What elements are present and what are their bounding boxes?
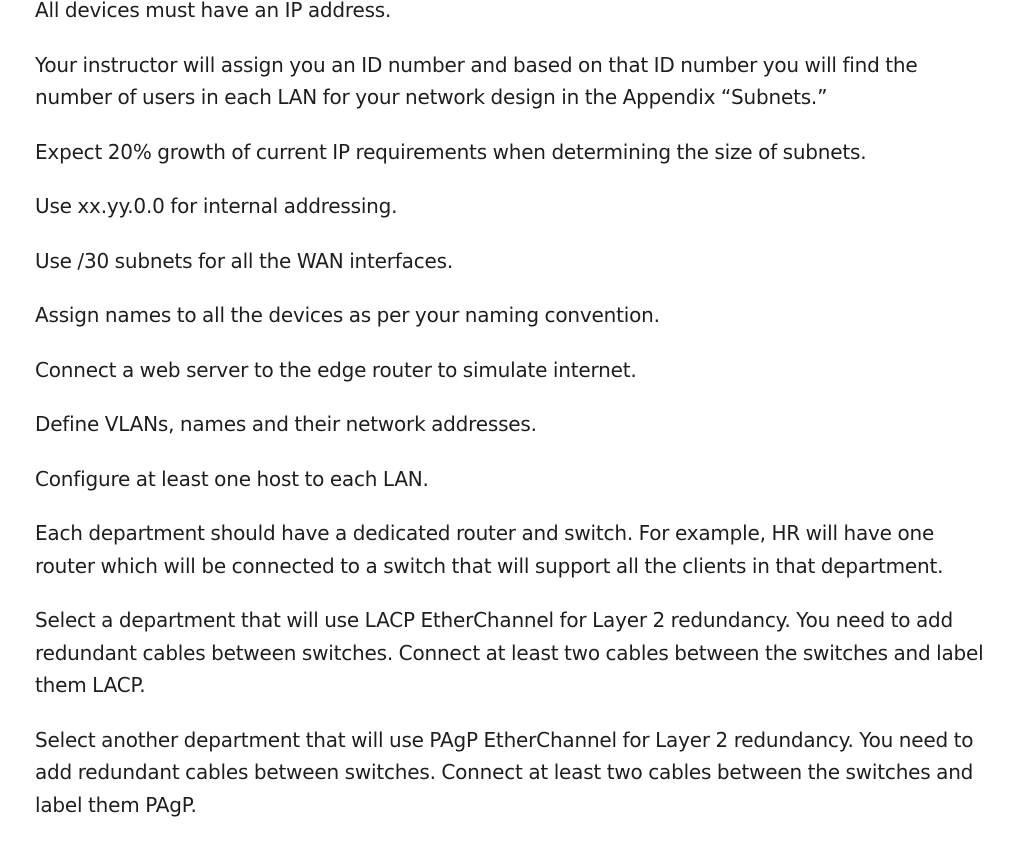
requirement-paragraph-lacp: Select a department that will use LACP EtherChannel for Layer 2 redundancy. You need to add redundant cables between switches. Connect at least two cables between the switches and label them LACP. [35,608,984,697]
requirement-paragraph-wan-subnets: Use /30 subnets for all the WAN interfaces. [35,248,453,273]
requirement-paragraph-pagp: Select another department that will use PAgP EtherChannel for Layer 2 redundancy. You need to add redundant cables between switches. Connect at least two cables between the switches and label them PAgP. [35,727,974,817]
requirement-paragraph-departments: Each department should have a dedicated router and switch. For example, HR will have one router which will be connected to a switch that will support all the clients in that department. [35,521,944,578]
requirements-document [35,0,995,843]
requirement-paragraph-web-server: Connect a web server to the edge router to simulate internet. [35,357,637,382]
requirement-paragraph-ip-address: All devices must have an IP address. [35,0,392,22]
requirement-paragraph-growth: Expect 20% growth of current IP requirements when determining the size of subnets. [35,139,867,164]
requirement-paragraph-naming: Assign names to all the devices as per your naming convention. [35,303,660,327]
requirement-paragraph-internal-addressing: Use xx.yy.0.0 for internal addressing. [35,194,398,218]
requirement-paragraph-vlans: Define VLANs, names and their network addresses. [35,412,537,436]
requirement-paragraph-id-number: Your instructor will assign you an ID number and based on that ID number you will find the number of users in each LAN for your network design in the Appendix “Subnets.” [35,52,918,109]
requirement-paragraph-hosts: Configure at least one host to each LAN. [35,466,429,491]
